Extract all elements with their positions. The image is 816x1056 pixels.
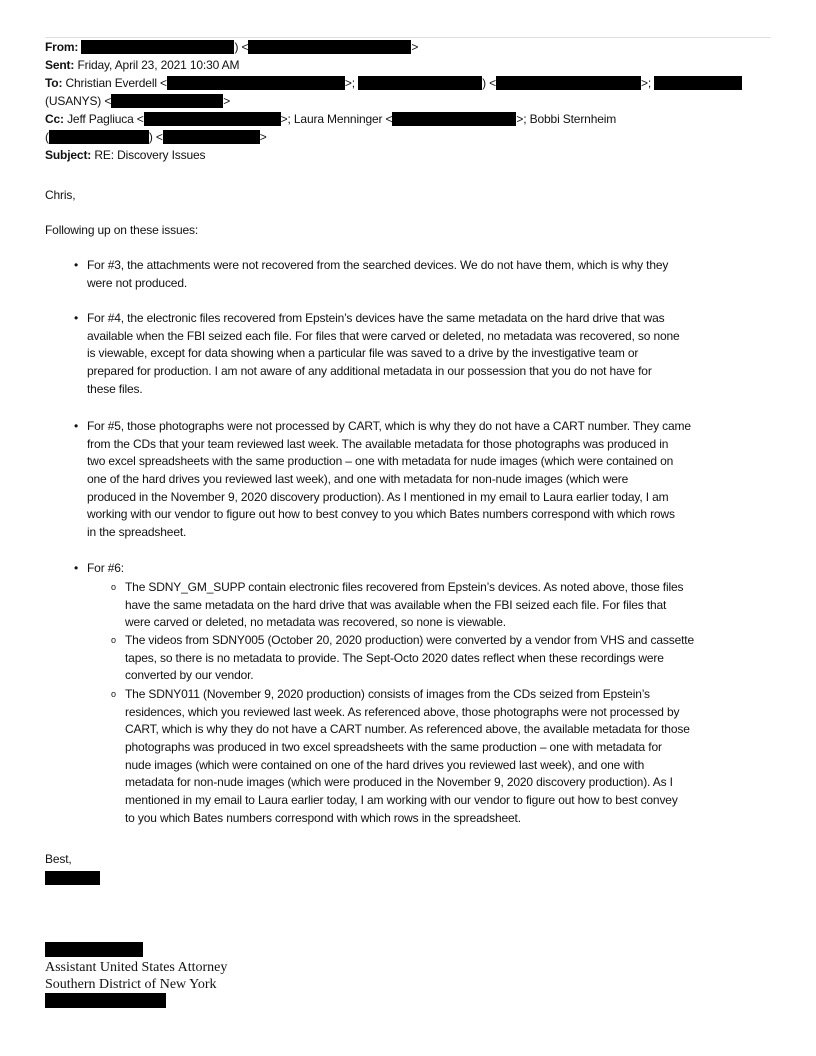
cc-line [45,110,616,128]
subject-line [45,146,205,164]
separator: ) < [482,76,497,90]
subject-label: Subject: [45,148,92,162]
redaction [111,94,223,108]
separator: > [259,130,267,144]
greeting: Chris, [45,188,76,202]
text-line: For #4, the electronic files recovered from Epstein’s devices have the same metadata on the hard drive that was [87,311,665,325]
separator: ( [45,130,49,144]
sub-bullet-icon: o [111,635,116,645]
to-recipient: Christian Everdell < [65,76,167,90]
redaction [392,112,516,126]
separator: ) < [148,130,163,144]
cc-line-2 [45,128,267,146]
text-line: were carved or deleted, no metadata was recovered, so none is viewable. [125,615,506,630]
text-line: The SDNY_GM_SUPP contain electronic files recovered from Epstein’s devices. As noted above, those files [125,580,684,594]
bullet-item [87,257,668,292]
bullet-icon: • [74,258,79,272]
redaction [163,130,260,144]
sub-bullet-icon: o [111,582,116,592]
text-line: The videos from SDNY005 (October 20, 2020 production) were converted by a vendor from VHS and cassette [125,633,694,647]
from-label: From: [45,40,79,54]
text-line: The SDNY011 (November 9, 2020 production) consists of images from the CDs seized from Epstein’s [125,687,650,701]
to-line-2 [45,92,230,110]
text-line: have the same metadata on the hard drive that was available when the FBI seized each file. For files that [125,597,667,612]
cc-recipient: >; Laura Menninger < [280,112,393,126]
text-line: to you which Bates numbers correspond with which rows in the spreadsheet. [125,810,521,825]
text-line: nude images (which were contained on one of the hard drives you reviewed last week), and one with [125,757,645,772]
redaction [654,76,742,90]
redaction [45,993,166,1008]
cc-recipient: >; Bobbi Sternheim [516,112,617,126]
redaction [358,76,482,90]
text-line: residences, which you reviewed last week. As referenced above, those photographs were not processed by [125,704,680,719]
sub-bullet-item [125,686,690,828]
text-line: produced in the November 9, 2020 discovery production). As I mentioned in my email to Laura earlier today, I am [87,489,669,504]
signature-office: Southern District of New York [45,977,217,992]
text-line: working with our vendor to figure out how to best convey to you which Bates numbers correspond with which rows [87,507,675,522]
sent-line [45,56,239,74]
to-recipient: (USANYS) < [45,94,112,108]
sub-bullet-item [125,579,683,632]
signature-title: Assistant United States Attorney [45,960,228,975]
text-line: these files. [87,381,143,396]
cc-label: Cc: [45,112,64,126]
text-line: prepared for production. I am not aware of any additional metadata in our possession that you do not have for [87,364,652,379]
redaction [45,871,100,885]
from-line [45,38,418,56]
sent-value: Friday, April 23, 2021 10:30 AM [77,58,240,72]
from-text: ) < [234,40,249,54]
text-line: available when the FBI seized each file. For files that were carved or deleted, no metadata was recovered, so none [87,328,680,343]
text-line: tapes, so there is no metadata to provide. The Sept-Octo 2020 dates reflect when these recordings were [125,650,664,665]
redaction [496,76,641,90]
cc-recipient: Jeff Pagliuca < [67,112,144,126]
to-label: To: [45,76,63,90]
text-line: For #6: [87,561,124,575]
from-text: > [411,40,419,54]
bullet-icon: • [74,419,79,433]
text-line: one of the hard drives you reviewed last week), and one with metadata for non-nude images (which were [87,472,629,487]
text-line: converted by our vendor. [125,668,254,683]
text-line: For #3, the attachments were not recovered from the searched devices. We do not have them, which is why they [87,258,669,272]
text-line: from the CDs that your team reviewed last week. The available metadata for those photographs was produced in [87,436,669,451]
sent-label: Sent: [45,58,75,72]
text-line: two excel spreadsheets with the same production – one with metadata for nude images (which were contained on [87,454,674,469]
intro-text: Following up on these issues: [45,223,199,237]
redaction [144,112,281,126]
separator: >; [344,76,355,90]
separator: > [223,94,231,108]
bullet-icon: • [74,561,79,575]
redaction [81,40,234,54]
text-line: in the spreadsheet. [87,525,187,540]
text-line: were not produced. [87,275,188,290]
to-line [45,74,742,92]
redaction [167,76,345,90]
text-line: metadata for non-nude images (which were produced in the November 9, 2020 discovery production). As I [125,775,673,790]
redaction [45,942,143,957]
bullet-item [87,418,691,542]
text-line: is viewable, except for data showing when a particular file was saved to a drive by the investigative team or [87,346,639,361]
text-line: For #5, those photographs were not processed by CART, which is why they do not have a CART number. They came [87,419,691,433]
bullet-item [87,560,124,578]
text-line: mentioned in my email to Laura earlier today, I am working with our vendor to figure out how to best convey [125,793,678,808]
text-line: CART, which is why they do not have a CART number. As referenced above, the available metadata for those [125,722,690,737]
closing: Best, [45,852,72,866]
bullet-item [87,310,680,398]
bullet-icon: • [74,311,79,325]
sub-bullet-icon: o [111,689,116,699]
text-line: photographs was produced in two excel spreadsheets with the same production – one with metadata for [125,740,662,755]
subject-value: RE: Discovery Issues [94,148,206,162]
redaction [248,40,411,54]
sub-bullet-item [125,632,694,685]
redaction [49,130,149,144]
separator: >; [641,76,652,90]
